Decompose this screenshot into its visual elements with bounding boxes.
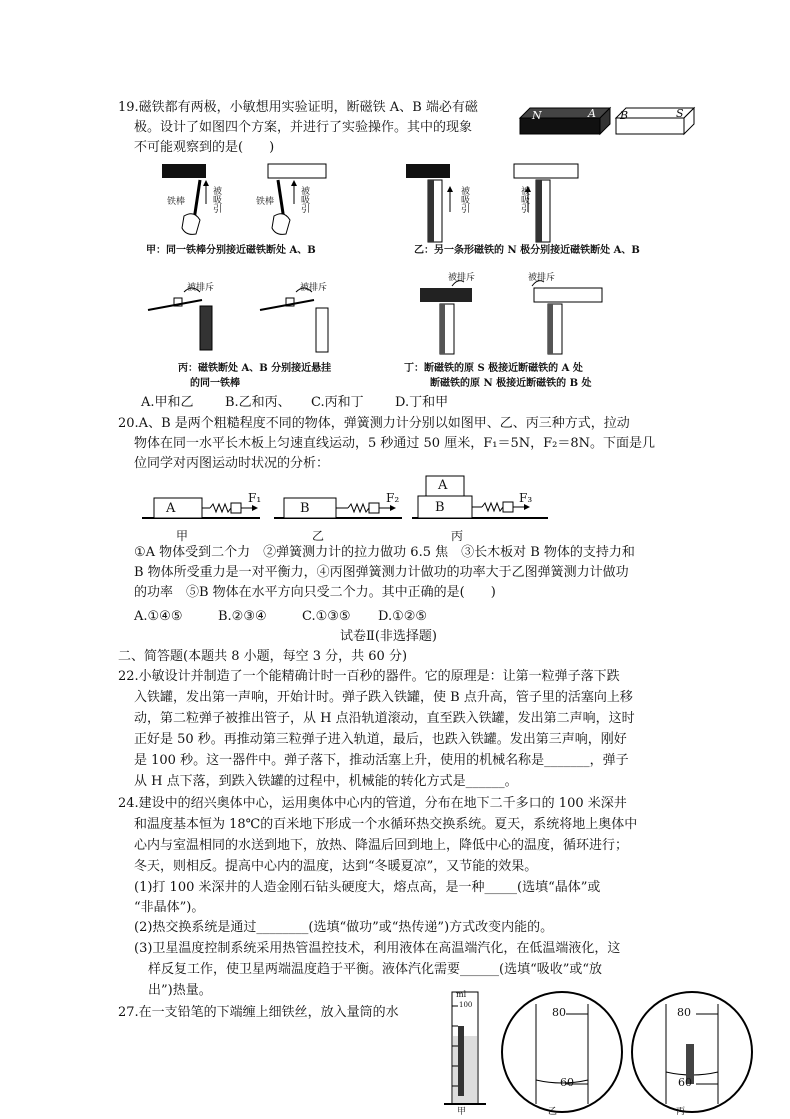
q24-sub-3c: 出”)热量。 xyxy=(148,983,212,998)
q20-option-a: A.①④⑤ xyxy=(134,609,183,624)
q20-line-1: 20.A、B 是两个粗糙程度不同的物体，弹簧测力计分别以如图甲、乙、丙三种方式，拉动 xyxy=(118,416,630,431)
caption-yi: 乙：另一条形磁铁的 N 极分别接近磁铁断处 A、B xyxy=(414,245,640,256)
fig-yi-magnet xyxy=(404,158,594,248)
magnet-label-s: S xyxy=(676,107,684,120)
graduated-cylinder-figure xyxy=(440,986,760,1116)
q19-line-1: 19.磁铁都有两极，小敏想用实验证明，断磁铁 A、B 端必有磁 xyxy=(118,100,478,115)
q20-analysis-2: B 物体所受重力是一对平衡力，④丙图弹簧测力计做功的功率大于乙图弹簧测力计做功 xyxy=(134,565,629,580)
cyl-ml: ml xyxy=(456,990,467,999)
fig-label-jia: 甲 xyxy=(176,529,189,543)
label-paichi-2: 被排斥 xyxy=(300,283,328,293)
force-f3: F₃ xyxy=(519,491,533,505)
q24-line-3: 心内与室温相同的水送到地下，放热、降温后回到地上，降低中心的温度，循环进行； xyxy=(134,838,629,853)
caption-jia: 甲：同一铁棒分别接近磁铁断处 A、B xyxy=(146,245,316,256)
caption-bing-1: 丙：磁铁断处 A、B 分别接近悬挂 xyxy=(178,363,332,374)
section-heading: 二、简答题(本题共 8 小题，每空 3 分，共 60 分) xyxy=(118,649,408,664)
fig-ding-magnets xyxy=(416,278,616,358)
q20-analysis-1: ①A 物体受到二个力 ②弹簧测力计的拉力做功 6.5 焦 ③长木板对 B 物体的支持力和 xyxy=(134,545,635,560)
cyl-100: 100 xyxy=(459,1001,473,1009)
q24-line-2: 和温度基本恒为 18℃的百米地下形成一个水循环热交换系统。夏天，系统将地上奥体中 xyxy=(134,817,638,832)
fig-label-yi: 乙 xyxy=(312,529,325,543)
fig-jia-iron-rod xyxy=(160,158,340,238)
yi-60: 60 xyxy=(560,1076,574,1089)
friction-figure xyxy=(136,472,556,528)
q27-line-1: 27.在一支铅笔的下端缠上细铁丝，放入量筒的水 xyxy=(118,1005,399,1020)
q19-option-a: A.甲和乙 xyxy=(141,395,194,410)
caption-ding-2: 断磁铁的原 N 极接近断磁铁的 B 处 xyxy=(430,378,592,389)
block-a-bing: A xyxy=(438,478,448,493)
label-tiebang-1: 铁棒 xyxy=(167,197,186,207)
q22-line-1: 22.小敏设计并制造了一个能精确计时一百秒的器件。它的原理是：让第一粒弹子落下跌 xyxy=(118,669,620,684)
magnet-label-n: N xyxy=(532,109,542,122)
broken-magnet-figure xyxy=(516,104,696,138)
caption-bing-2: 的同一铁棒 xyxy=(190,378,240,389)
label-tiebang-2: 铁棒 xyxy=(256,197,275,207)
q19-option-c: C.丙和丁 xyxy=(311,395,364,410)
bing-60: 60 xyxy=(678,1076,692,1089)
q22-line-6: 从 H 点下落，到跌入铁罐的过程中，机械能的转化方式是______。 xyxy=(134,774,518,789)
label-paichi-1: 被排斥 xyxy=(187,283,215,293)
q22-line-5: 是 100 秒。这一器件中。弹子落下，推动活塞上升，使用的机械名称是_______，弹子 xyxy=(134,753,629,768)
label-beixi-1: 被吸引 xyxy=(211,186,221,213)
label-paichi-4: 被排斥 xyxy=(528,273,556,283)
q20-line-3: 位同学对丙图运动时状况的分析： xyxy=(134,456,330,471)
q20-option-c: C.①③⑤ xyxy=(302,609,351,624)
magnet-label-a: A xyxy=(588,107,596,120)
cyl-label-yi: 乙 xyxy=(548,1107,558,1117)
cyl-label-bing: 丙 xyxy=(676,1107,686,1117)
block-b-bing: B xyxy=(435,500,445,515)
q24-sub-1b: “非晶体”)。 xyxy=(134,900,205,915)
cyl-label-jia: 甲 xyxy=(457,1107,467,1117)
q20-option-d: D.①②⑤ xyxy=(378,609,428,624)
label-beixi-3: 被吸引 xyxy=(459,186,469,213)
label-beixi-4: 被吸引 xyxy=(519,186,529,213)
q24-sub-2: (2)热交换系统是通过________(选填“做功”或“热传递”)方式改变内能的。 xyxy=(134,920,554,935)
section-title: 试卷Ⅱ(非选择题) xyxy=(340,629,437,644)
label-paichi-3: 被排斥 xyxy=(448,273,476,283)
q22-line-2: 入铁罐，发出第一声响，开始计时。弹子跌入铁罐，使 B 点升高，管子里的活塞向上移 xyxy=(134,690,633,705)
fig-label-bing: 丙 xyxy=(451,529,464,543)
label-beixi-2: 被吸引 xyxy=(299,186,309,213)
q19-option-b: B.乙和丙、 xyxy=(225,395,291,410)
q24-line-1: 24.建设中的绍兴奥体中心，运用奥体中心内的管道，分布在地下二千多口的 100 米深井 xyxy=(118,796,627,811)
magnet-label-b: B xyxy=(620,109,629,122)
q24-sub-3b: 样反复工作，使卫星两端温度趋于平衡。液体汽化需要______(选填“吸收”或“放 xyxy=(148,962,603,977)
q24-sub-1: (1)打 100 米深井的人造金刚石钻头硬度大，熔点高，是一种_____(选填“晶体”或 xyxy=(134,880,601,895)
yi-80: 80 xyxy=(552,1006,566,1019)
q20-option-b: B.②③④ xyxy=(218,609,267,624)
q24-line-4: 冬天，则相反。提高中心内的温度，达到“冬暖夏凉”，又节能的效果。 xyxy=(134,859,538,874)
q19-option-d: D.丁和甲 xyxy=(395,395,449,410)
q20-analysis-3: 的功率 ⑤B 物体在水平方向只受二个力。其中正确的是( ) xyxy=(134,585,496,600)
block-a-jia: A xyxy=(166,501,176,516)
bing-80: 80 xyxy=(677,1006,691,1019)
q24-sub-3: (3)卫星温度控制系统采用热管温控技术，利用液体在高温端汽化，在低温端液化，这 xyxy=(134,941,621,956)
force-f2: F₂ xyxy=(386,491,400,505)
q22-line-4: 正好是 50 秒。再推动第三粒弹子进入轨道，最后，也跌入铁罐。发出第三声响，刚好 xyxy=(134,732,627,747)
q22-line-3: 动，第二粒弹子被推出管子，从 H 点沿轨道滚动，直至跌入铁罐，发出第二声响，这时 xyxy=(134,711,635,726)
q19-line-3: 不可能观察到的是( ) xyxy=(134,140,275,155)
q20-line-2: 物体在同一水平长木板上匀速直线运动，5 秒通过 50 厘米，F₁＝5N，F₂＝8N。下面是几 xyxy=(134,436,655,451)
q19-line-2: 极。设计了如图四个方案，并进行了实验操作。其中的现象 xyxy=(134,120,473,135)
caption-ding-1: 丁：断磁铁的原 S 极接近断磁铁的 A 处 xyxy=(404,363,583,374)
block-b-yi: B xyxy=(300,501,310,516)
force-f1: F₁ xyxy=(248,491,262,505)
